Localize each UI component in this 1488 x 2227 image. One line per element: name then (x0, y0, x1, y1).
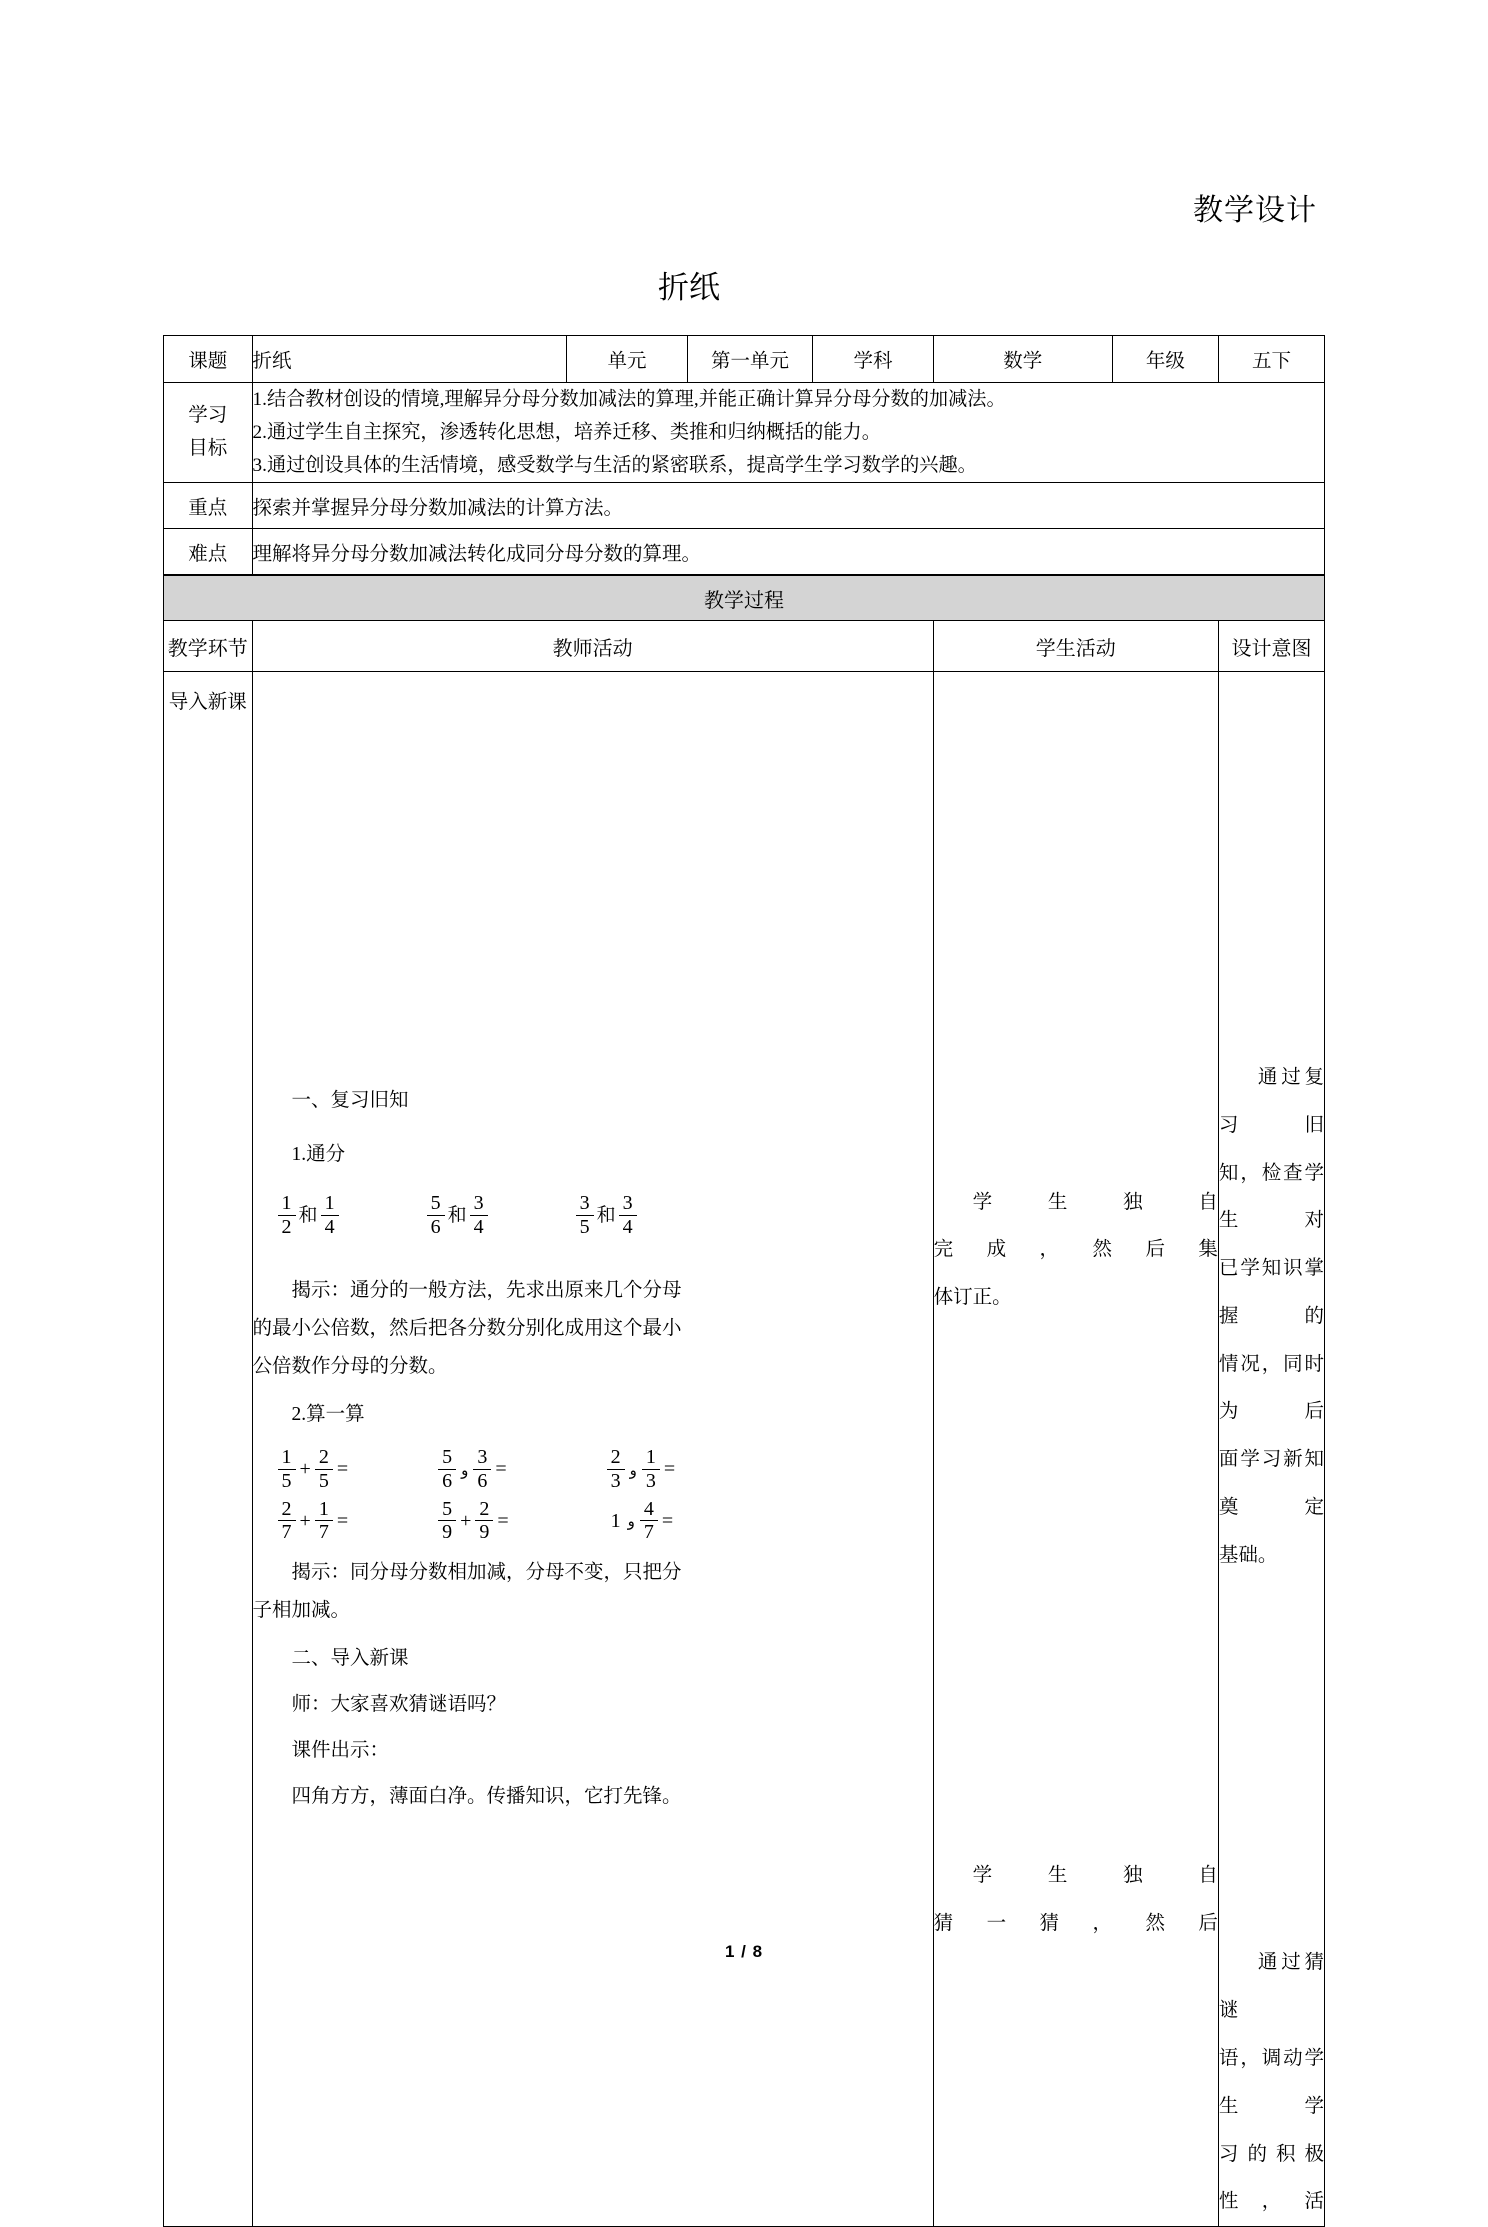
fraction-denominator: 7 (315, 1520, 333, 1543)
design-intent-line: 情况，同时为后 (1218, 1353, 1324, 1423)
table-row-difficulty (164, 529, 1325, 576)
fraction (438, 1498, 456, 1544)
fraction-denominator: 5 (278, 1469, 296, 1492)
fraction (427, 1192, 445, 1238)
fraction-denominator: 6 (473, 1469, 491, 1492)
table-row-content (164, 672, 1325, 2227)
tongfen-pair (575, 1192, 638, 1238)
teacher-heading-1: 一、复习旧知 (291, 1090, 409, 1112)
fraction-denominator: 6 (427, 1215, 445, 1238)
equals-sign: = (495, 1458, 507, 1481)
fraction (438, 1446, 456, 1492)
equals-sign: = (497, 1509, 509, 1532)
fraction-numerator: 1 (281, 1192, 292, 1215)
fraction-denominator: 7 (278, 1520, 296, 1543)
fraction-numerator: 5 (442, 1497, 453, 1520)
table-row-process-banner (164, 575, 1325, 621)
fraction-denominator: 3 (607, 1469, 625, 1492)
spacer (934, 951, 1218, 1179)
spacer (934, 1322, 1218, 1852)
fraction-denominator: 4 (470, 1215, 488, 1238)
calc-expression (606, 1446, 679, 1492)
design-intent-line: 通过复习旧 (1218, 1067, 1324, 1136)
fraction-denominator: 6 (438, 1469, 456, 1492)
value-subject: 数学 (933, 336, 1112, 383)
design-intent-line: 知，检查学生对 (1218, 1162, 1324, 1232)
fraction-denominator: 9 (438, 1520, 456, 1543)
fraction-numerator: 5 (442, 1446, 453, 1469)
reveal-2-line: 子相加减。 (252, 1599, 351, 1621)
calc-row-2 (253, 1498, 933, 1544)
fraction (315, 1446, 333, 1492)
objectives-body (252, 383, 1324, 483)
fraction-numerator: 3 (477, 1446, 488, 1469)
column-header-stage: 教学环节 (164, 621, 253, 672)
fraction (619, 1192, 637, 1238)
label-objectives-line1: 学习 (188, 405, 228, 427)
reveal-1-line: 的最小公倍数，然后把各分数分别化成用这个最小 (252, 1318, 682, 1340)
fraction (607, 1446, 625, 1492)
calc-row-1 (253, 1446, 933, 1492)
equals-sign: = (661, 1509, 674, 1532)
reveal-1-line: 公倍数作分母的分数。 (252, 1356, 448, 1378)
student-activity-block-2 (934, 1852, 1218, 1948)
design-intent-line: 基础。 (1218, 1544, 1278, 1566)
conjunction-label: 和 (298, 1204, 318, 1226)
value-unit: 第一单元 (687, 336, 813, 383)
fraction-denominator: 4 (321, 1215, 339, 1238)
whole-number: 1 (610, 1509, 621, 1532)
fraction (321, 1192, 339, 1238)
fraction-numerator: 1 (281, 1446, 292, 1469)
operator: و (629, 1460, 637, 1479)
fraction-numerator: 1 (318, 1497, 329, 1520)
label-difficulty: 难点 (164, 529, 253, 576)
student-activity-cell (933, 672, 1218, 2227)
student-activity-line: 学生独自 (972, 1191, 1218, 1213)
fraction-numerator: 3 (622, 1192, 633, 1215)
design-intent-line: 习的积极性，活 (1218, 2143, 1324, 2213)
student-activity-line: 猜一猜，然后 (933, 1912, 1218, 1934)
equals-sign: = (663, 1458, 676, 1481)
fraction (640, 1498, 658, 1544)
label-objectives-line2: 目标 (188, 437, 228, 459)
page-title: 折纸 (658, 270, 720, 305)
fraction-numerator: 2 (479, 1497, 490, 1520)
value-difficulty: 理解将异分母分数加减法转化成同分母分数的算理。 (252, 529, 1324, 576)
courseware-label: 课件出示： (291, 1739, 390, 1761)
fraction-denominator: 9 (475, 1520, 493, 1543)
calc-expression (277, 1498, 352, 1544)
design-intent-line: 面学习新知奠定 (1218, 1449, 1324, 1518)
value-topic: 折纸 (252, 336, 567, 383)
label-grade: 年级 (1112, 336, 1218, 383)
fraction-denominator: 5 (315, 1469, 333, 1492)
operator: + (299, 1458, 311, 1481)
table-row-key-point (164, 483, 1325, 529)
column-header-intent: 设计意图 (1218, 621, 1324, 672)
table-row-info (164, 336, 1325, 383)
student-activity-line: 学生独自 (972, 1864, 1218, 1886)
teacher-sub-1: 1.通分 (291, 1144, 346, 1166)
calc-expression (437, 1446, 510, 1492)
calc-expression (437, 1498, 512, 1544)
fraction-numerator: 1 (324, 1192, 335, 1215)
equals-sign: = (336, 1509, 349, 1532)
column-header-teacher: 教师活动 (252, 621, 933, 672)
fraction-denominator: 7 (640, 1520, 658, 1543)
design-intent-cell (1218, 672, 1324, 2227)
table-row-objectives (164, 383, 1325, 483)
conjunction-label: 和 (596, 1204, 616, 1226)
fraction (470, 1192, 488, 1238)
label-key-point: 重点 (164, 483, 253, 529)
calc-expression (608, 1498, 677, 1544)
objective-item: 1.结合教材创设的情境,理解异分母分数加减法的算理,并能正确计算异分母分数的加减法。 (252, 389, 1006, 410)
column-header-student: 学生活动 (933, 621, 1218, 672)
student-activity-line: 完成，然后集 (933, 1239, 1218, 1261)
fraction-numerator: 1 (645, 1446, 656, 1469)
calc-expression (277, 1446, 352, 1492)
fraction-denominator: 5 (576, 1215, 594, 1238)
fraction-numerator: 4 (643, 1497, 654, 1520)
stage-name: 导入新课 (164, 672, 253, 2227)
fraction-numerator: 3 (473, 1192, 484, 1215)
operator: و (461, 1460, 469, 1479)
fraction-numerator: 2 (610, 1446, 621, 1469)
equals-sign: = (336, 1458, 349, 1481)
fraction-denominator: 4 (619, 1215, 637, 1238)
student-activity-line: 体订正。 (933, 1287, 1012, 1309)
fraction (576, 1192, 594, 1238)
operator: + (460, 1509, 472, 1532)
document-type-label: 教学设计 (1193, 194, 1317, 227)
value-grade: 五下 (1218, 336, 1324, 383)
fraction (278, 1446, 296, 1492)
label-objectives (164, 383, 253, 483)
label-subject: 学科 (813, 336, 933, 383)
conjunction-label: 和 (447, 1204, 467, 1226)
label-unit: 单元 (567, 336, 687, 383)
spacer (1219, 672, 1324, 1054)
tongfen-fraction-row (253, 1192, 933, 1238)
label-topic: 课题 (164, 336, 253, 383)
fraction-denominator: 2 (278, 1215, 296, 1238)
page-number: 1 / 8 (724, 1942, 764, 1961)
reveal-2-line: 揭示：同分母分数相加减，分母不变，只把分 (291, 1561, 682, 1583)
design-intent-line: 语，调动学生学 (1218, 2048, 1324, 2117)
process-banner-label: 教学过程 (164, 575, 1325, 621)
spacer (1219, 1579, 1324, 1939)
operator: و (627, 1512, 635, 1531)
student-activity-block-1 (934, 1179, 1218, 1322)
design-intent-block-1 (1219, 1054, 1324, 1579)
fraction-numerator: 3 (579, 1192, 590, 1215)
fraction (642, 1446, 660, 1492)
fraction-numerator: 2 (318, 1446, 329, 1469)
operator: + (299, 1509, 311, 1532)
tongfen-pair (277, 1192, 340, 1238)
fraction-denominator: 3 (642, 1469, 660, 1492)
reveal-1-line: 揭示：通分的一般方法，先求出原来几个分母 (291, 1280, 682, 1302)
objective-item: 2.通过学生自主探究，渗透转化思想，培养迁移、类推和归纳概括的能力。 (252, 422, 881, 444)
fraction-numerator: 5 (430, 1192, 441, 1215)
table-row-column-headers (164, 621, 1325, 672)
teacher-sub-2: 2.算一算 (291, 1404, 365, 1426)
teacher-says: 师：大家喜欢猜谜语吗？ (291, 1693, 507, 1715)
fraction (278, 1192, 296, 1238)
teacher-activity-cell (252, 672, 933, 2227)
design-intent-block-2 (1219, 1939, 1324, 2226)
value-key-point: 探索并掌握异分母分数加减法的计算方法。 (252, 483, 1324, 529)
riddle-text: 四角方方，薄面白净。传播知识，它打先锋。 (291, 1785, 682, 1807)
fraction (473, 1446, 491, 1492)
fraction (315, 1498, 333, 1544)
fraction-numerator: 2 (281, 1497, 292, 1520)
teacher-heading-2: 二、导入新课 (291, 1647, 409, 1669)
tongfen-pair (426, 1192, 489, 1238)
design-intent-line: 通过猜谜 (1218, 1952, 1324, 2022)
design-intent-line: 已学知识掌握的 (1218, 1258, 1324, 1327)
fraction (278, 1498, 296, 1544)
objective-item: 3.通过创设具体的生活情境，感受数学与生活的紧密联系，提高学生学习数学的兴趣。 (252, 455, 977, 477)
fraction (475, 1498, 493, 1544)
